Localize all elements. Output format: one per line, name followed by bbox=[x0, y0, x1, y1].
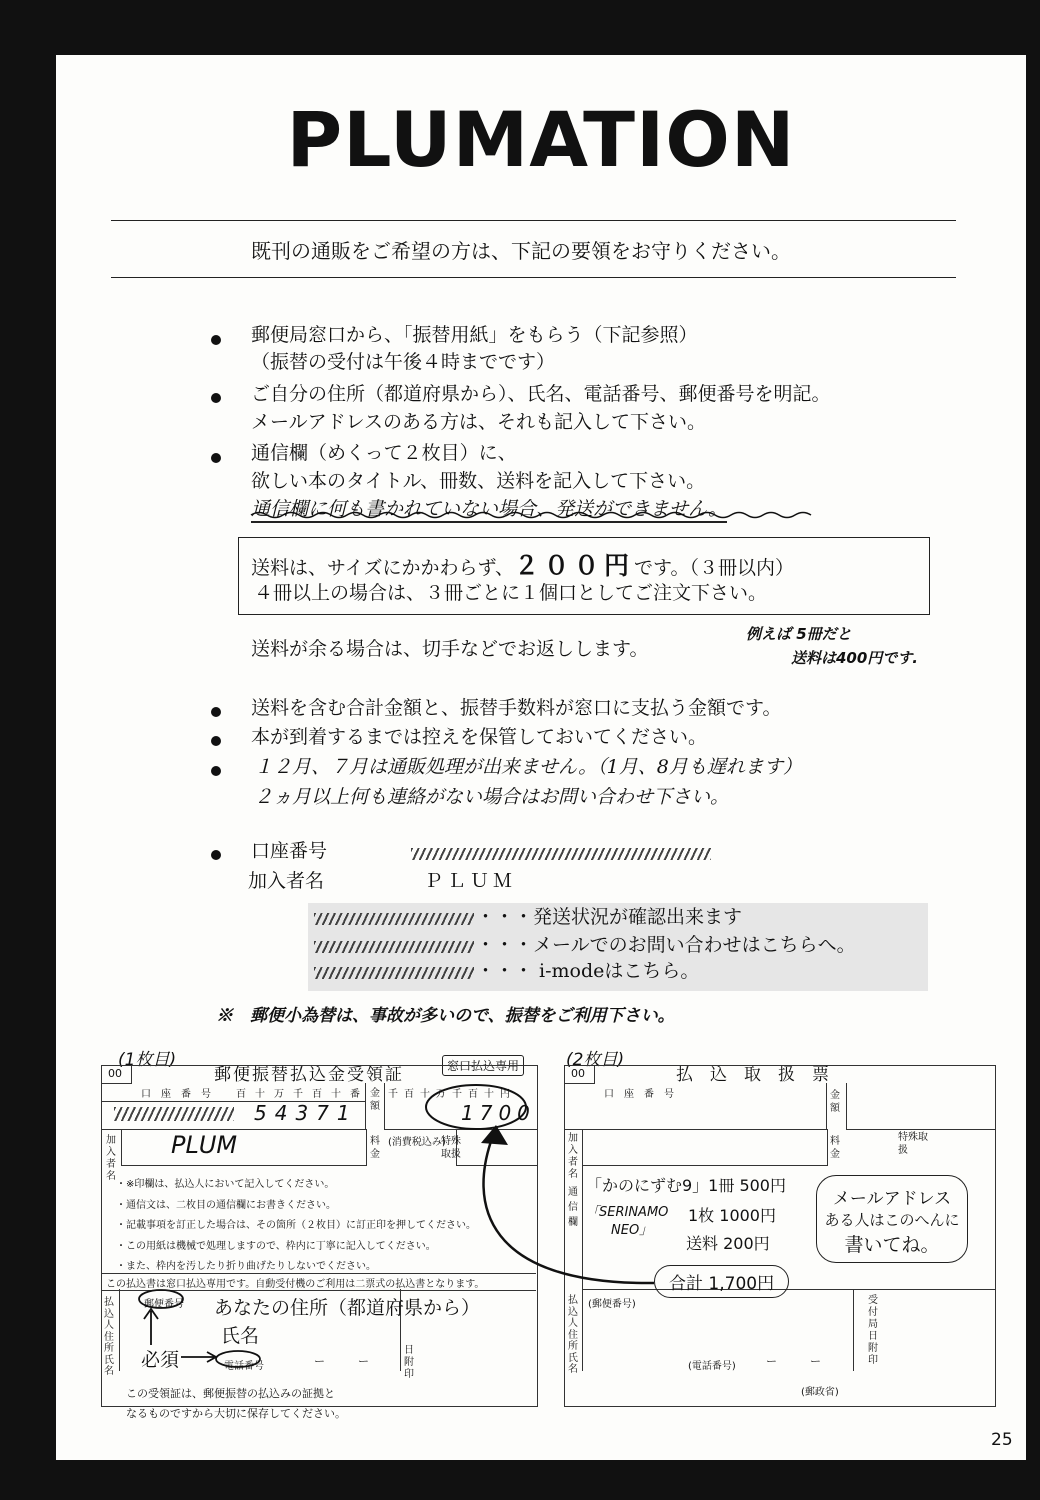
bullet-4: 送料を含む合計金額と、振替手数料が窓口に支払う金額です。 bbox=[251, 697, 782, 719]
handwritten-amount: 1700 bbox=[461, 1101, 536, 1125]
handwritten-address: あなたの住所（都道府県から） bbox=[214, 1297, 481, 1319]
order-line-1: 「かのにずむ9」1冊 500円 bbox=[586, 1176, 786, 1195]
subscriber-label: 加入者名 bbox=[248, 870, 325, 892]
order-line-3: 送料 200円 bbox=[686, 1234, 770, 1253]
amount-head: 百 bbox=[404, 1089, 420, 1100]
handwritten-annotations bbox=[56, 55, 1026, 1460]
form-note: ・※印欄は、払込人において記入してください。 bbox=[116, 1179, 335, 1190]
phone-label: 電話番号 bbox=[224, 1361, 264, 1372]
form-note: ・通信文は、二枚目の通信欄にお書きください。 bbox=[116, 1199, 336, 1211]
amount-head: 百 bbox=[468, 1089, 484, 1100]
bullet-3-line-1: 通信欄（めくって２枚目）に、 bbox=[251, 442, 517, 464]
phone-circle bbox=[216, 1351, 260, 1367]
form-1-title: 郵便振替払込金受領証 bbox=[214, 1065, 404, 1085]
receipt-note-1: この受領証は、郵便振替の払込みの証拠と bbox=[126, 1387, 335, 1400]
amount-head: 千 bbox=[452, 1089, 468, 1100]
postal-circle bbox=[139, 1290, 183, 1308]
warning-note: ※ 郵便小為替は、事故が多いので、振替をご利用下さい。 bbox=[216, 1006, 675, 1026]
bullet-2-line-2: メールアドレスのある方は、それも記入して下さい。 bbox=[251, 411, 707, 433]
digit-head: 十 bbox=[331, 1089, 350, 1100]
digit-head: 万 bbox=[274, 1089, 293, 1100]
link-2-text: ・・・メールでのお問い合わせはこちらへ。 bbox=[476, 934, 856, 956]
form-2-subscriber-label: 加入者名 bbox=[568, 1133, 578, 1180]
sheet-2-label: (2枚目) bbox=[566, 1050, 625, 1070]
message-area-label: 通信欄 bbox=[568, 1187, 578, 1228]
form-2-title: 払 込 取 扱 票 bbox=[676, 1065, 829, 1085]
tax-label: (消費税込み) bbox=[388, 1137, 446, 1148]
bullet-2-line-1: ご自分の住所（都道府県から）、氏名、電話番号、郵便番号を明記。 bbox=[251, 383, 831, 405]
wavy-underline bbox=[251, 513, 811, 518]
bullet-3-warning-text: 通信欄に何も書かれていない場合、発送ができません。 bbox=[251, 498, 727, 523]
phone-dash: ー ー bbox=[314, 1355, 369, 1368]
link-3-text: ・・・ i-modeはこちら。 bbox=[476, 960, 700, 982]
date-stamp-label: 日附印 bbox=[404, 1345, 414, 1380]
form-2-postal-label: (郵便番号) bbox=[588, 1299, 636, 1310]
digit-head: 百 bbox=[312, 1089, 331, 1100]
subscriber-name: ＰＬＵＭ bbox=[424, 870, 517, 892]
amount-circle bbox=[426, 1085, 526, 1129]
form-2-acct-header: 口 座 番 号 bbox=[604, 1089, 674, 1100]
amount-head: 千 bbox=[388, 1089, 404, 1100]
form-note: ・記載事項を訂正した場合は、その箇所（２枚目）に訂正印を押してください。 bbox=[116, 1220, 476, 1231]
receipt-note-2: なるものですから大切に保存してください。 bbox=[126, 1407, 346, 1420]
postal-label: 郵便番号 bbox=[144, 1299, 184, 1310]
bullet-1-line-2: （振替の受付は午後４時までです） bbox=[251, 351, 556, 373]
order-line-2a: 「SERINAMO bbox=[586, 1205, 669, 1220]
shipping-line-2: ４冊以上の場合は、３冊ごとに１個口としてご注文下さい。 bbox=[254, 582, 768, 604]
required-arrow-right bbox=[181, 1352, 216, 1362]
mail-note-3: 書いてね。 bbox=[844, 1234, 940, 1256]
digit-head: 番 bbox=[350, 1089, 369, 1100]
form-note: ・この用紙は機械で処理しますので、枠内に丁寧に記入してください。 bbox=[116, 1240, 436, 1252]
arrow-curve bbox=[484, 1133, 654, 1283]
bullet-1-line-1: 郵便局窓口から、「振替用紙」をもらう（下記参照） bbox=[251, 324, 698, 346]
form-2-code: 00 bbox=[571, 1067, 585, 1080]
form-note: ・また、枠内を汚したり折り曲げたりしないでください。 bbox=[116, 1261, 376, 1272]
handwritten-note-2: 送料は400円です. bbox=[791, 649, 919, 667]
link-1-text: ・・・発送状況が確認出来ます bbox=[476, 906, 743, 928]
digit-head: 百 bbox=[236, 1089, 255, 1100]
bullet-6-line-2: ２ヵ月以上何も連絡がない場合はお問い合わせ下さい。 bbox=[254, 786, 730, 808]
refund-text: 送料が余る場合は、切手などでお返しします。 bbox=[251, 638, 649, 660]
counter-only-text: この払込書は窓口払込専用です。自動受付機のご利用は二票式の払込書となります。 bbox=[106, 1279, 485, 1290]
handwritten-note-1: 例えば 5冊だと bbox=[746, 625, 852, 643]
page-number: 25 bbox=[991, 1430, 1013, 1450]
bullet-3-line-2: 欲しい本のタイトル、冊数、送料を記入して下さい。 bbox=[251, 470, 706, 492]
bullet-6-line-1: １２月、７月は通販処理が出来ません。（1月、8月も遅れます） bbox=[254, 756, 802, 778]
form-2-amount-label: 金額 bbox=[830, 1090, 840, 1114]
shipping-price: ２００円 bbox=[513, 551, 634, 580]
receiving-stamp-label: 受付局日附印 bbox=[868, 1295, 878, 1366]
amount-label: 金額 bbox=[370, 1088, 380, 1112]
order-line-2b: NEO」 bbox=[611, 1223, 653, 1238]
fee-label: 料金 bbox=[370, 1136, 380, 1160]
mail-note-2: ある人はこのへんに bbox=[824, 1211, 960, 1229]
post-office-label: (郵政省) bbox=[801, 1387, 839, 1398]
digit-head: 十 bbox=[255, 1089, 274, 1100]
digit-head: 千 bbox=[293, 1089, 312, 1100]
order-total: 合計 1,700円 bbox=[654, 1265, 789, 1298]
bullet-5: 本が到着するまでは控えを保管しておいてください。 bbox=[251, 726, 708, 748]
handwritten-plum: PLUM bbox=[171, 1131, 238, 1159]
handwritten-acct-number: 54371 bbox=[254, 1101, 358, 1125]
amount-head: 十 bbox=[484, 1089, 500, 1100]
order-line-2c: 1枚 1000円 bbox=[688, 1206, 776, 1225]
intro-text: 既刊の通販をご希望の方は、下記の要領をお守りください。 bbox=[251, 239, 791, 263]
shipping-text-c: です。（３冊以内） bbox=[633, 557, 794, 579]
form-1-code: 00 bbox=[108, 1067, 122, 1080]
page bbox=[56, 55, 1026, 1460]
special-label: 特殊取扱 bbox=[441, 1136, 461, 1160]
subscriber-field-label: 加入者名 bbox=[106, 1135, 116, 1182]
shipping-text-a: 送料は、サイズにかかわらず、 bbox=[251, 557, 514, 579]
required-arrow-up bbox=[144, 1309, 158, 1345]
acct-header: 口 座 番 号 bbox=[141, 1089, 211, 1100]
form-2-payer-label: 払込人住所氏名 bbox=[568, 1295, 578, 1375]
form-2-phone-dash: ー ー bbox=[766, 1355, 821, 1368]
counter-only-badge: 窓口払込専用 bbox=[442, 1055, 524, 1076]
form-2-special-label: 特殊取扱 bbox=[898, 1132, 928, 1156]
page-title: PLUMATION bbox=[286, 95, 796, 184]
handwritten-required: 必須 bbox=[141, 1349, 180, 1371]
account-number-label: 口座番号 bbox=[251, 840, 328, 862]
handwritten-name: 氏名 bbox=[221, 1325, 260, 1347]
mail-note-1: メールアドレス bbox=[832, 1189, 952, 1209]
amount-head: 万 bbox=[436, 1089, 452, 1100]
form-2-phone-label: (電話番号) bbox=[688, 1361, 736, 1372]
form-2-fee-label: 料金 bbox=[830, 1136, 840, 1160]
payer-label: 払込人住所氏名 bbox=[104, 1297, 114, 1377]
amount-head: 円 bbox=[500, 1089, 516, 1100]
sheet-1-label: (1枚目) bbox=[118, 1050, 177, 1070]
amount-head: 十 bbox=[420, 1089, 436, 1100]
